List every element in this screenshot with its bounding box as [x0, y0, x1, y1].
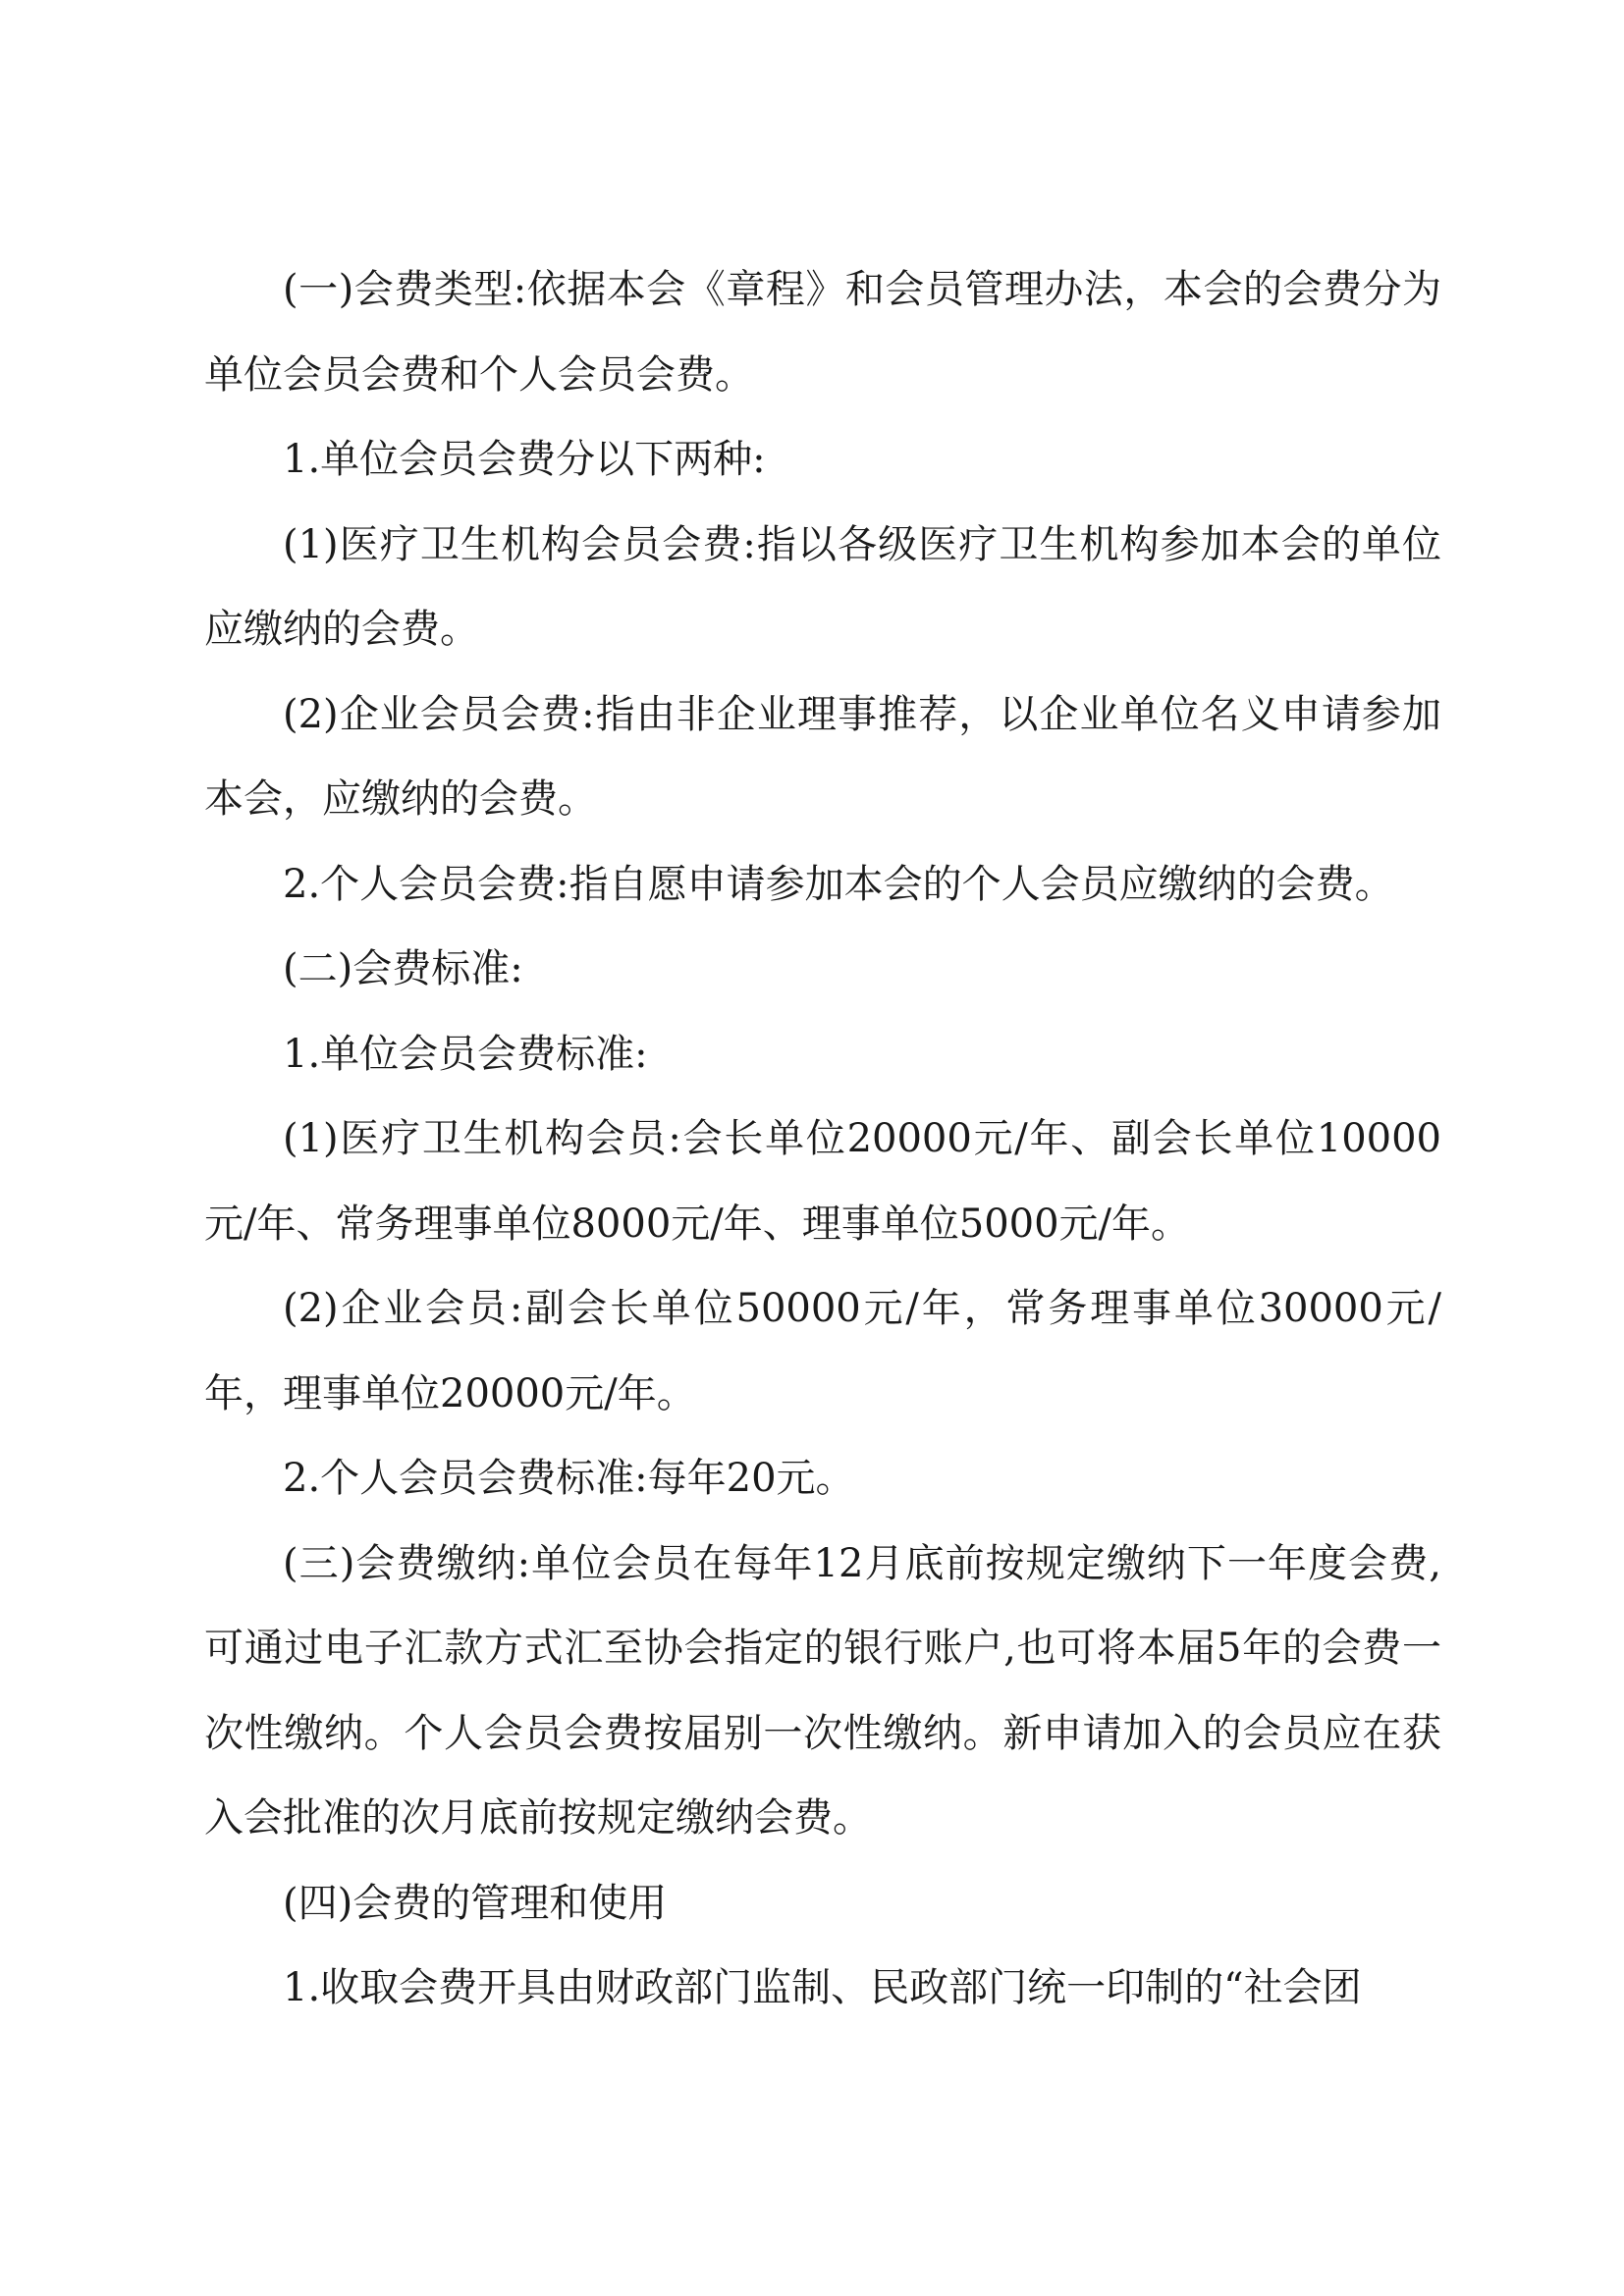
paragraph-fee-types: (一)会费类型:依据本会《章程》和会员管理办法，本会的会费分为单位会员会费和个人会员会费。	[204, 267, 1441, 398]
paragraph-unit-fee-kinds: 1.单位会员会费分以下两种:	[283, 437, 766, 482]
paragraph-medical-institution-fee: (1)医疗卫生机构会员会费:指以各级医疗卫生机构参加本会的单位应缴纳的会费。	[204, 521, 1441, 652]
paragraph-enterprise-standard: (2)企业会员:副会长单位50000元/年，常务理事单位30000元/年，理事单位20000元/年。	[204, 1286, 1441, 1416]
paragraph-unit-fee-standards: 1.单位会员会费标准:	[283, 1031, 648, 1077]
document-body	[204, 247, 1441, 2031]
paragraph-fee-payment: (三)会费缴纳:单位会员在每年12月底前按规定缴纳下一年度会费,可通过电子汇款方式汇至协会指定的银行账户,也可将本届5年的会费一次性缴纳。个人会员会费按届别一次性缴纳。新申请加入的会员应在获入会批准的次月底前按规定缴纳会费。	[204, 1540, 1441, 1841]
paragraph-individual-fee: 2.个人会员会费:指自愿申请参加本会的个人会员应缴纳的会费。	[283, 861, 1394, 907]
paragraph-fee-receipt: 1.收取会费开具由财政部门监制、民政部门统一印制的“社会团	[283, 1965, 1362, 2010]
paragraph-individual-standard: 2.个人会员会费标准:每年20元。	[283, 1456, 855, 1501]
paragraph-enterprise-fee: (2)企业会员会费:指由非企业理事推荐，以企业单位名义申请参加本会，应缴纳的会费。	[204, 691, 1441, 822]
paragraph-fee-standards-heading: (二)会费标准:	[283, 946, 523, 991]
paragraph-fee-management-heading: (四)会费的管理和使用	[283, 1880, 668, 1926]
paragraph-medical-institution-standard: (1)医疗卫生机构会员:会长单位20000元/年、副会长单位10000元/年、常务理事单位8000元/年、理事单位5000元/年。	[204, 1116, 1441, 1247]
